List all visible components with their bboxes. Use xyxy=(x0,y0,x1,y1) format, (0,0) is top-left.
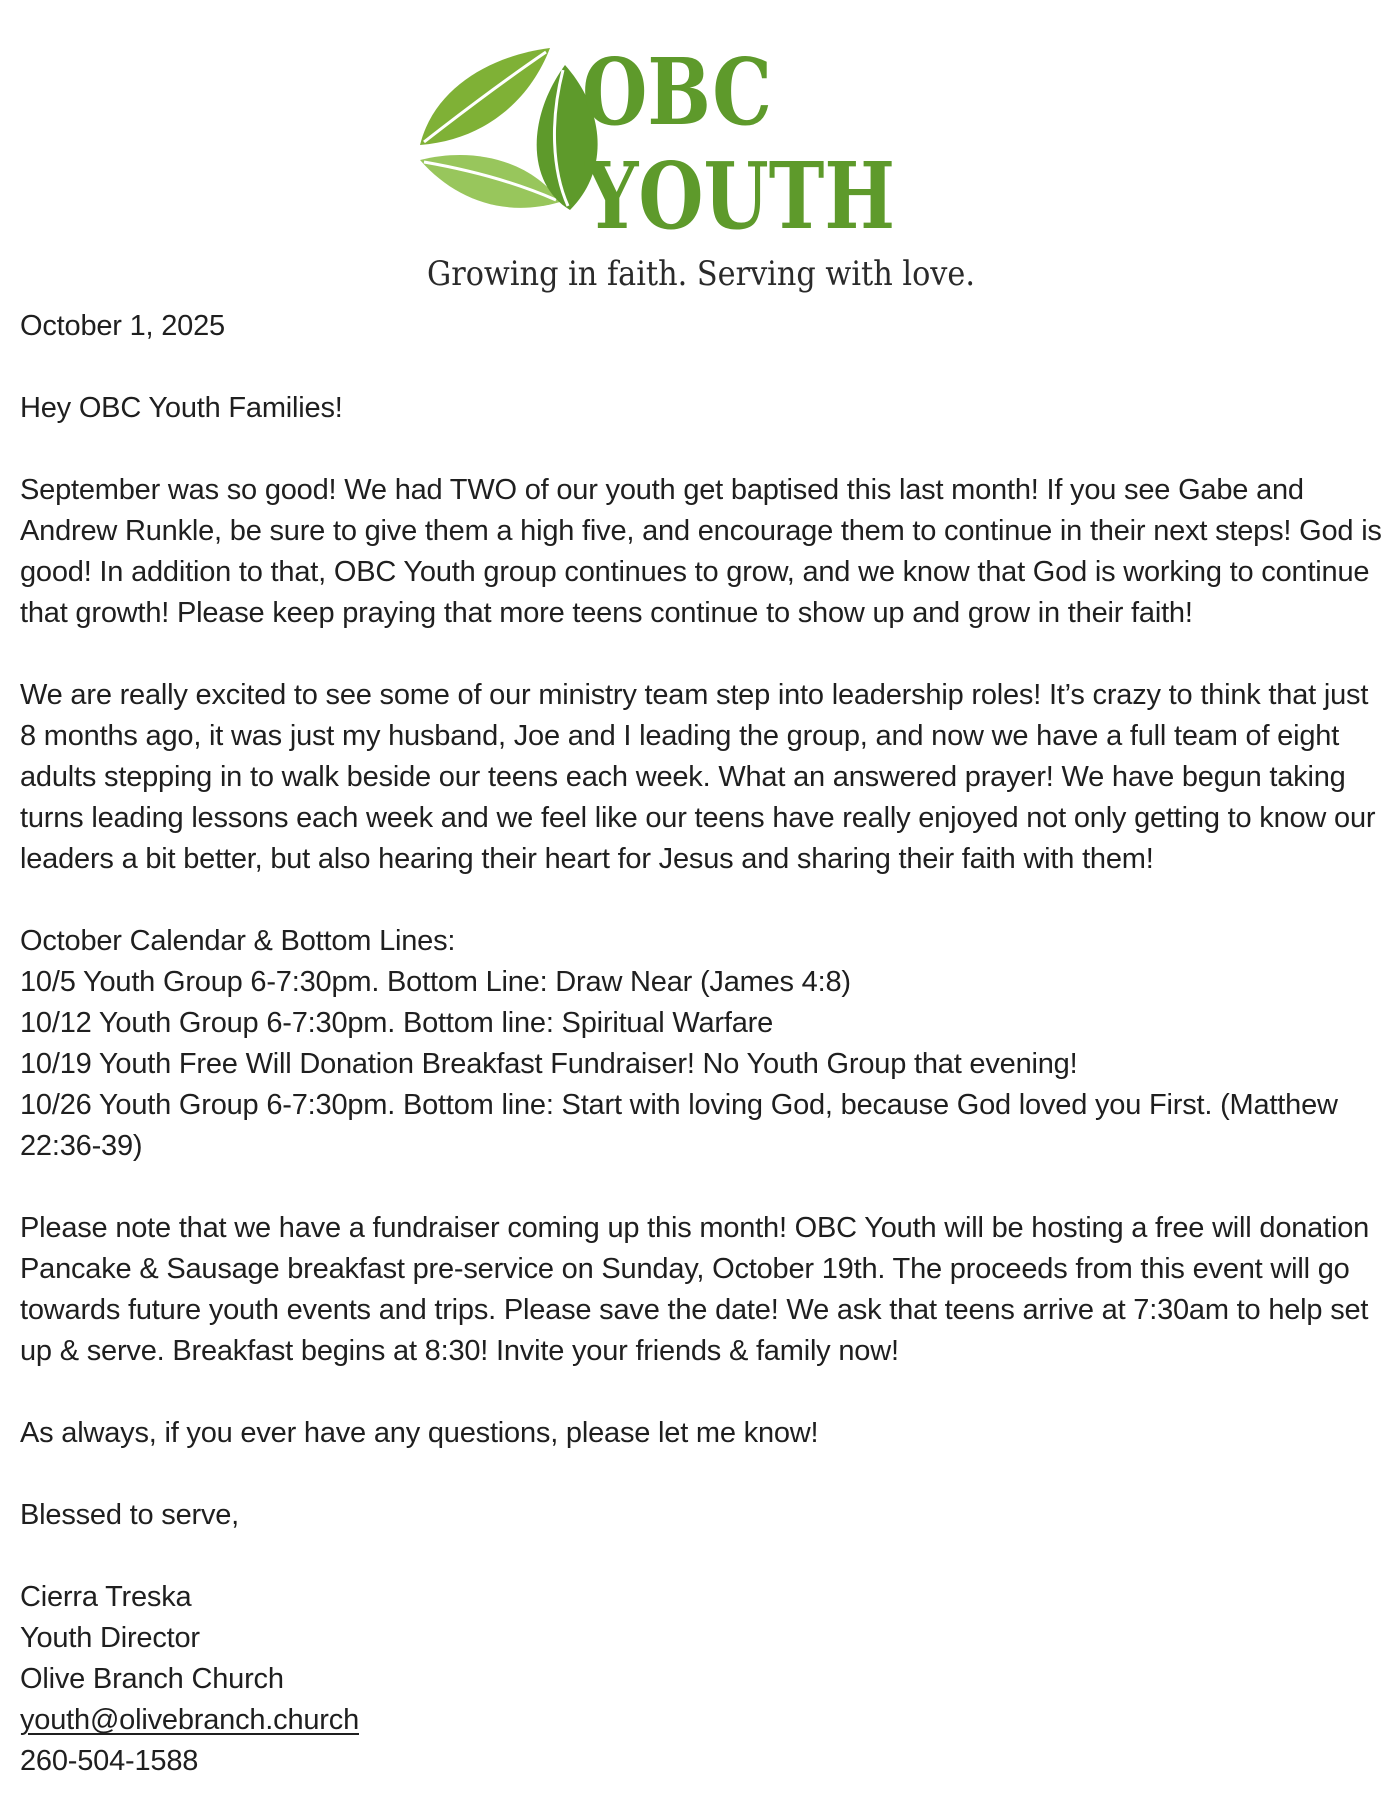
paragraph-questions: As always, if you ever have any questions, please let me know! xyxy=(20,1417,819,1449)
obc-youth-logo xyxy=(410,40,1010,310)
signature-phone: 260-504-1588 xyxy=(20,1745,199,1777)
calendar-heading: October Calendar & Bottom Lines: xyxy=(20,925,456,957)
letter-body xyxy=(20,306,1390,1782)
paragraph-baptisms: September was so good! We had TWO of our youth get baptised this last month! If you see Gabe and Andrew Runkle, be sure to give them a high five, and encourage them to continue in their next steps! God is good! In addition to that, OBC Youth group continues to grow, and we know that God is working to continue that growth! Please keep praying that more teens continue to show up and grow in their faith! xyxy=(20,474,1382,629)
signature-email-line xyxy=(20,1700,1390,1741)
calendar-item: 10/12 Youth Group 6-7:30pm. Bottom line: Spiritual Warfare xyxy=(20,1007,774,1039)
calendar-item: 10/26 Youth Group 6-7:30pm. Bottom line: Start with loving God, because God loved you First. (Matthew 22:36-39) xyxy=(20,1089,1338,1162)
logo-line-obc: OBC xyxy=(582,40,772,146)
logo-graphic xyxy=(410,40,1010,310)
logo-line-youth: YOUTH xyxy=(584,142,895,250)
paragraph-leadership: We are really excited to see some of our ministry team step into leadership roles! It’s crazy to think that just 8 months ago, it was just my husband, Joe and I leading the group, and now we have a full team of eight adults stepping in to walk beside our teens each week. What an answered prayer! We have begun taking turns leading lessons each week and we feel like our teens have really enjoyed not only getting to know our leaders a bit better, but also hearing their heart for Jesus and sharing their faith with them! xyxy=(20,679,1376,875)
letter-closing: Blessed to serve, xyxy=(20,1499,240,1531)
signature-email-link[interactable]: youth@olivebranch.church xyxy=(20,1704,359,1736)
letter-date: October 1, 2025 xyxy=(20,310,225,342)
calendar-item: 10/19 Youth Free Will Donation Breakfast Fundraiser! No Youth Group that evening! xyxy=(20,1048,1078,1080)
signature-organization: Olive Branch Church xyxy=(20,1663,284,1695)
leaves-icon xyxy=(420,48,598,210)
calendar-item: 10/5 Youth Group 6-7:30pm. Bottom Line: Draw Near (James 4:8) xyxy=(20,966,851,998)
letter-greeting: Hey OBC Youth Families! xyxy=(20,392,343,424)
signature-name: Cierra Treska xyxy=(20,1581,192,1613)
paragraph-fundraiser: Please note that we have a fundraiser coming up this month! OBC Youth will be hosting a free will donation Pancake & Sausage breakfast pre-service on Sunday, October 19th. The proceeds from this event will go towards future youth events and trips. Please save the date! We ask that teens arrive at 7:30am to help set up & serve. Breakfast begins at 8:30! Invite your friends & family now! xyxy=(20,1212,1370,1367)
signature-title: Youth Director xyxy=(20,1622,200,1654)
logo-tagline: Growing in faith. Serving with love. xyxy=(427,254,975,294)
